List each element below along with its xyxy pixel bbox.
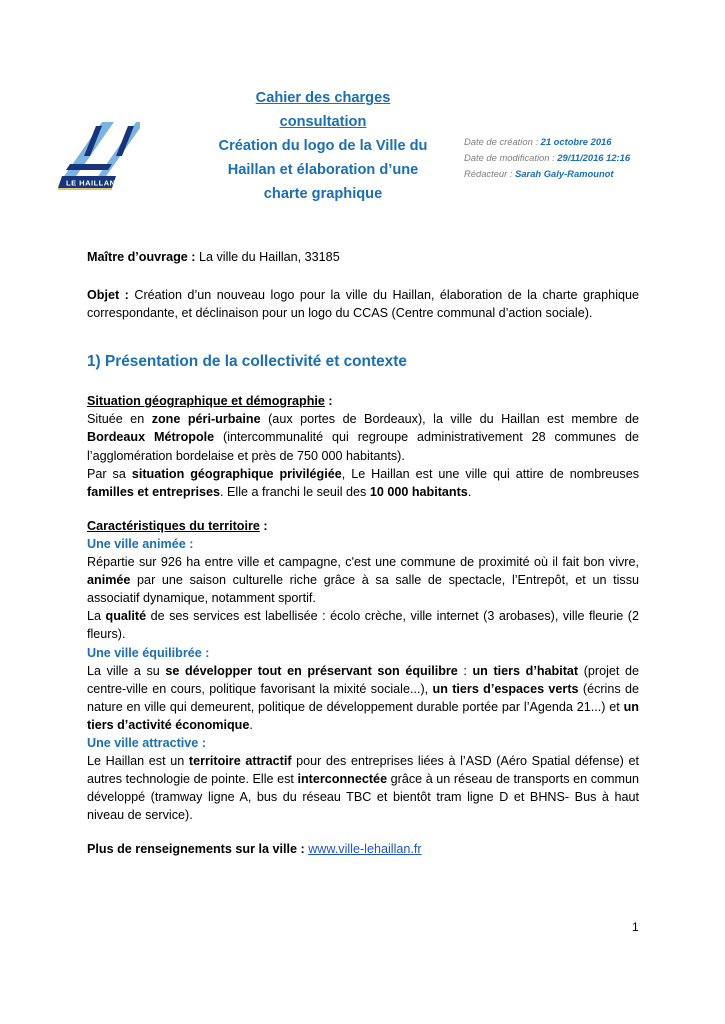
section-heading: 1) Présentation de la collectivité et contexte — [87, 353, 407, 371]
city-website-link[interactable]: www.ville-lehaillan.fr — [308, 842, 422, 857]
meta-created: Date de création : 21 octobre 2016 — [464, 136, 612, 147]
objet-paragraph: Objet : Création d’un nouveau logo pour la ville du Haillan, élaboration de la charte graphique correspondante, et déclinaison pour un logo du CCAS (Centre communal d’action sociale). — [87, 288, 639, 321]
title-line-3: Création du logo de la Ville du — [218, 138, 428, 154]
more-info: Plus de renseignements sur la ville : www.ville-lehaillan.fr — [87, 842, 422, 857]
le-haillan-logo — [56, 118, 140, 190]
situation-paragraph-2: Par sa situation géographique privilégiée, Le Haillan est une ville qui attire de nombreuses familles et entreprises. Elle a franchi le seuil des 10 000 habitants. — [87, 466, 639, 499]
caracteristiques-heading: Caractéristiques du territoire : — [87, 518, 268, 533]
document-meta — [464, 134, 630, 182]
logo-text: LE HAILLAN — [66, 178, 116, 188]
meta-modified: Date de modification : 29/11/2016 12:16 — [464, 152, 631, 163]
document-body — [87, 248, 639, 859]
title-line-4: Haillan et élaboration d’une — [227, 162, 419, 178]
title-line-5: charte graphique — [263, 186, 383, 202]
document-title — [200, 86, 446, 206]
page-number: 1 — [632, 920, 639, 934]
situation-heading: Situation géographique et démographie : — [87, 394, 333, 409]
logo-right-shadow — [116, 126, 134, 156]
title-line-1: Cahier des charges — [255, 90, 391, 106]
maitre-ouvrage: Maître d’ouvrage : La ville du Haillan, 33185 — [87, 250, 340, 264]
title-line-2: consultation — [279, 114, 367, 130]
animee-title: Une ville animée : — [87, 536, 194, 551]
attractive-title: Une ville attractive : — [87, 735, 206, 750]
animee-paragraph-2: La qualité de ses services est labellisée : écolo crèche, ville internet (3 arobases), ville fleurie (2 fleurs). — [87, 609, 639, 642]
equilibree-title: Une ville équilibrée : — [87, 645, 210, 660]
animee-paragraph-1: Répartie sur 926 ha entre ville et campagne, c'est une commune de proximité où il fait bon vivre, animée par une saison culturelle riche grâce à sa salle de spectacle, l’Entrepôt, et un tissu associatif dynamique, notamment sportif. — [87, 555, 639, 606]
attractive-paragraph: Le Haillan est un territoire attractif pour des entreprises liées à l’ASD (Aéro Spatial défense) et autres technologie de pointe. Elle est interconnectée grâce à un réseau de transports en commun développé (tramway ligne A, bus du réseau TBC et bientôt tram ligne D et BHNS- Bus à haut niveau de service). — [87, 754, 639, 823]
equilibree-paragraph: La ville a su se développer tout en préservant son équilibre : un tiers d’habitat (projet de centre-ville en cours, politique favorisant la mixité sociale...), un tiers d’espaces verts (écrins de nature en ville qui demeurent, politique de développement durable portée par l’Agenda 21...) et un tiers d’activité économique. — [87, 663, 640, 732]
situation-paragraph-1: Située en zone péri-urbaine (aux portes de Bordeaux), la ville du Haillan est membre de Bordeaux Métropole (intercommunalité qui regroupe administrativement 28 communes de l’agglomération bordelaise et près de 750 000 habitants). — [87, 412, 640, 463]
meta-author: Rédacteur : Sarah Galy-Ramounot — [464, 168, 614, 179]
